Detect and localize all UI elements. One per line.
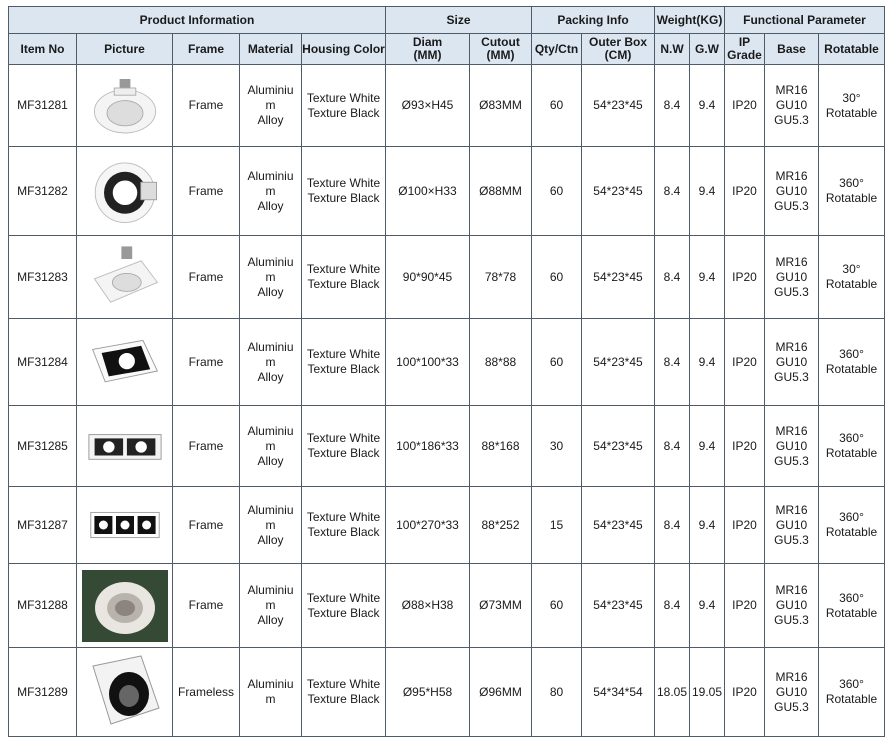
cell-nw: 8.4 [655, 487, 690, 564]
round-downlight-frame-icon [89, 70, 161, 142]
cell-nw: 8.4 [655, 147, 690, 236]
cell-diam: 100*100*33 [386, 319, 470, 406]
cell-base: MR16 GU10 GU5.3 [765, 564, 819, 648]
group-product-information: Product Information [9, 7, 386, 34]
cell-rotatable: 360° Rotatable [819, 147, 885, 236]
cell-outer-box: 54*23*45 [582, 65, 655, 147]
cell-item-no: MF31287 [9, 487, 77, 564]
cell-outer-box: 54*23*45 [582, 236, 655, 319]
group-packing-info: Packing Info [532, 7, 655, 34]
cell-cutout: Ø88MM [470, 147, 532, 236]
col-picture: Picture [77, 34, 173, 65]
cell-material: Aluminiu m Alloy [240, 406, 302, 487]
cell-diam: 100*270*33 [386, 487, 470, 564]
cell-rotatable: 30° Rotatable [819, 236, 885, 319]
cell-diam: Ø100×H33 [386, 147, 470, 236]
cell-ip: IP20 [725, 648, 765, 737]
cell-material: Aluminiu m Alloy [240, 319, 302, 406]
group-functional-parameter: Functional Parameter [725, 7, 885, 34]
cell-frame: Frame [173, 65, 240, 147]
cell-material: Aluminiu m Alloy [240, 564, 302, 648]
cell-qty: 60 [532, 65, 582, 147]
cell-rotatable: 360° Rotatable [819, 564, 885, 648]
col-frame: Frame [173, 34, 240, 65]
col-base: Base [765, 34, 819, 65]
col-gw: G.W [690, 34, 725, 65]
col-diam: Diam (MM) [386, 34, 470, 65]
col-housing-color: Housing Color [302, 34, 386, 65]
cell-housing-color: Texture White Texture Black [302, 406, 386, 487]
cell-housing-color: Texture White Texture Black [302, 147, 386, 236]
cell-housing-color: Texture White Texture Black [302, 236, 386, 319]
col-qty-ctn: Qty/Ctn [532, 34, 582, 65]
double-square-downlight-icon [87, 426, 163, 466]
cell-housing-color: Texture White Texture Black [302, 487, 386, 564]
cell-base: MR16 GU10 GU5.3 [765, 319, 819, 406]
cell-gw: 9.4 [690, 319, 725, 406]
cell-outer-box: 54*23*45 [582, 147, 655, 236]
cell-ip: IP20 [725, 147, 765, 236]
cell-picture [77, 236, 173, 319]
cell-gw: 9.4 [690, 487, 725, 564]
cell-item-no: MF31284 [9, 319, 77, 406]
cell-qty: 60 [532, 236, 582, 319]
cell-diam: Ø93×H45 [386, 65, 470, 147]
cell-gw: 19.05 [690, 648, 725, 737]
cell-rotatable: 360° Rotatable [819, 406, 885, 487]
cell-nw: 8.4 [655, 236, 690, 319]
cell-rotatable: 30° Rotatable [819, 65, 885, 147]
cell-item-no: MF31281 [9, 65, 77, 147]
cell-material: Aluminiu m Alloy [240, 65, 302, 147]
cell-ip: IP20 [725, 319, 765, 406]
cell-ip: IP20 [725, 65, 765, 147]
cell-cutout: Ø96MM [470, 648, 532, 737]
product-spec-table [8, 6, 885, 737]
cell-frame: Frame [173, 406, 240, 487]
col-outer-box: Outer Box (CM) [582, 34, 655, 65]
cell-picture [77, 319, 173, 406]
cell-item-no: MF31285 [9, 406, 77, 487]
cell-frame: Frameless [173, 648, 240, 737]
cell-base: MR16 GU10 GU5.3 [765, 648, 819, 737]
cell-qty: 60 [532, 319, 582, 406]
cell-housing-color: Texture White Texture Black [302, 65, 386, 147]
cell-diam: Ø88×H38 [386, 564, 470, 648]
cell-ip: IP20 [725, 236, 765, 319]
cell-base: MR16 GU10 GU5.3 [765, 487, 819, 564]
cell-housing-color: Texture White Texture Black [302, 319, 386, 406]
cell-housing-color: Texture White Texture Black [302, 648, 386, 737]
col-cutout: Cutout (MM) [470, 34, 532, 65]
table-row [9, 406, 885, 487]
cell-frame: Frame [173, 319, 240, 406]
cell-cutout: 88*88 [470, 319, 532, 406]
cell-picture [77, 147, 173, 236]
cell-gw: 9.4 [690, 236, 725, 319]
col-rotatable: Rotatable [819, 34, 885, 65]
cell-picture [77, 65, 173, 147]
cell-cutout: 88*252 [470, 487, 532, 564]
cell-qty: 15 [532, 487, 582, 564]
cell-frame: Frame [173, 487, 240, 564]
cell-frame: Frame [173, 147, 240, 236]
round-downlight-black-reflector-icon [90, 151, 160, 231]
cell-outer-box: 54*23*45 [582, 319, 655, 406]
cell-material: Aluminiu m Alloy [240, 487, 302, 564]
cell-ip: IP20 [725, 564, 765, 648]
cell-cutout: Ø73MM [470, 564, 532, 648]
cell-ip: IP20 [725, 487, 765, 564]
col-material: Material [240, 34, 302, 65]
cell-material: Aluminiu m Alloy [240, 147, 302, 236]
cell-diam: 100*186*33 [386, 406, 470, 487]
cell-gw: 9.4 [690, 406, 725, 487]
cell-diam: 90*90*45 [386, 236, 470, 319]
table-row [9, 147, 885, 236]
table-row [9, 236, 885, 319]
cell-picture [77, 487, 173, 564]
cell-picture [77, 406, 173, 487]
frameless-trimless-downlight-icon [89, 650, 161, 734]
cell-rotatable: 360° Rotatable [819, 648, 885, 737]
cell-cutout: Ø83MM [470, 65, 532, 147]
table-row [9, 564, 885, 648]
cell-item-no: MF31288 [9, 564, 77, 648]
cell-outer-box: 54*34*54 [582, 648, 655, 737]
table-row [9, 487, 885, 564]
cell-nw: 8.4 [655, 564, 690, 648]
cell-diam: Ø95*H58 [386, 648, 470, 737]
cell-outer-box: 54*23*45 [582, 564, 655, 648]
table-row [9, 319, 885, 406]
col-item-no: Item No [9, 34, 77, 65]
cell-gw: 9.4 [690, 564, 725, 648]
cell-qty: 30 [532, 406, 582, 487]
cell-nw: 8.4 [655, 319, 690, 406]
cell-base: MR16 GU10 GU5.3 [765, 406, 819, 487]
group-weight: Weight(KG) [655, 7, 725, 34]
table-row [9, 65, 885, 147]
cell-base: MR16 GU10 GU5.3 [765, 147, 819, 236]
cell-item-no: MF31289 [9, 648, 77, 737]
cell-nw: 8.4 [655, 65, 690, 147]
cell-ip: IP20 [725, 406, 765, 487]
cell-gw: 9.4 [690, 65, 725, 147]
cell-frame: Frame [173, 564, 240, 648]
cell-item-no: MF31282 [9, 147, 77, 236]
round-downlight-photo-icon [82, 570, 168, 642]
cell-nw: 8.4 [655, 406, 690, 487]
square-downlight-black-icon [89, 328, 161, 396]
cell-qty: 60 [532, 564, 582, 648]
col-nw: N.W [655, 34, 690, 65]
cell-frame: Frame [173, 236, 240, 319]
cell-housing-color: Texture White Texture Black [302, 564, 386, 648]
cell-picture [77, 564, 173, 648]
cell-outer-box: 54*23*45 [582, 406, 655, 487]
cell-gw: 9.4 [690, 147, 725, 236]
cell-cutout: 78*78 [470, 236, 532, 319]
col-ip-grade: IP Grade [725, 34, 765, 65]
group-size: Size [386, 7, 532, 34]
cell-picture [77, 648, 173, 737]
square-downlight-tilt-icon [89, 239, 161, 315]
cell-base: MR16 GU10 GU5.3 [765, 65, 819, 147]
cell-rotatable: 360° Rotatable [819, 487, 885, 564]
cell-outer-box: 54*23*45 [582, 487, 655, 564]
cell-nw: 18.05 [655, 648, 690, 737]
cell-material: Aluminiu m Alloy [240, 236, 302, 319]
cell-base: MR16 GU10 GU5.3 [765, 236, 819, 319]
cell-qty: 80 [532, 648, 582, 737]
table-row [9, 648, 885, 737]
cell-rotatable: 360° Rotatable [819, 319, 885, 406]
cell-material: Aluminiu m [240, 648, 302, 737]
triple-square-downlight-icon [89, 509, 161, 541]
cell-cutout: 88*168 [470, 406, 532, 487]
cell-qty: 60 [532, 147, 582, 236]
cell-item-no: MF31283 [9, 236, 77, 319]
